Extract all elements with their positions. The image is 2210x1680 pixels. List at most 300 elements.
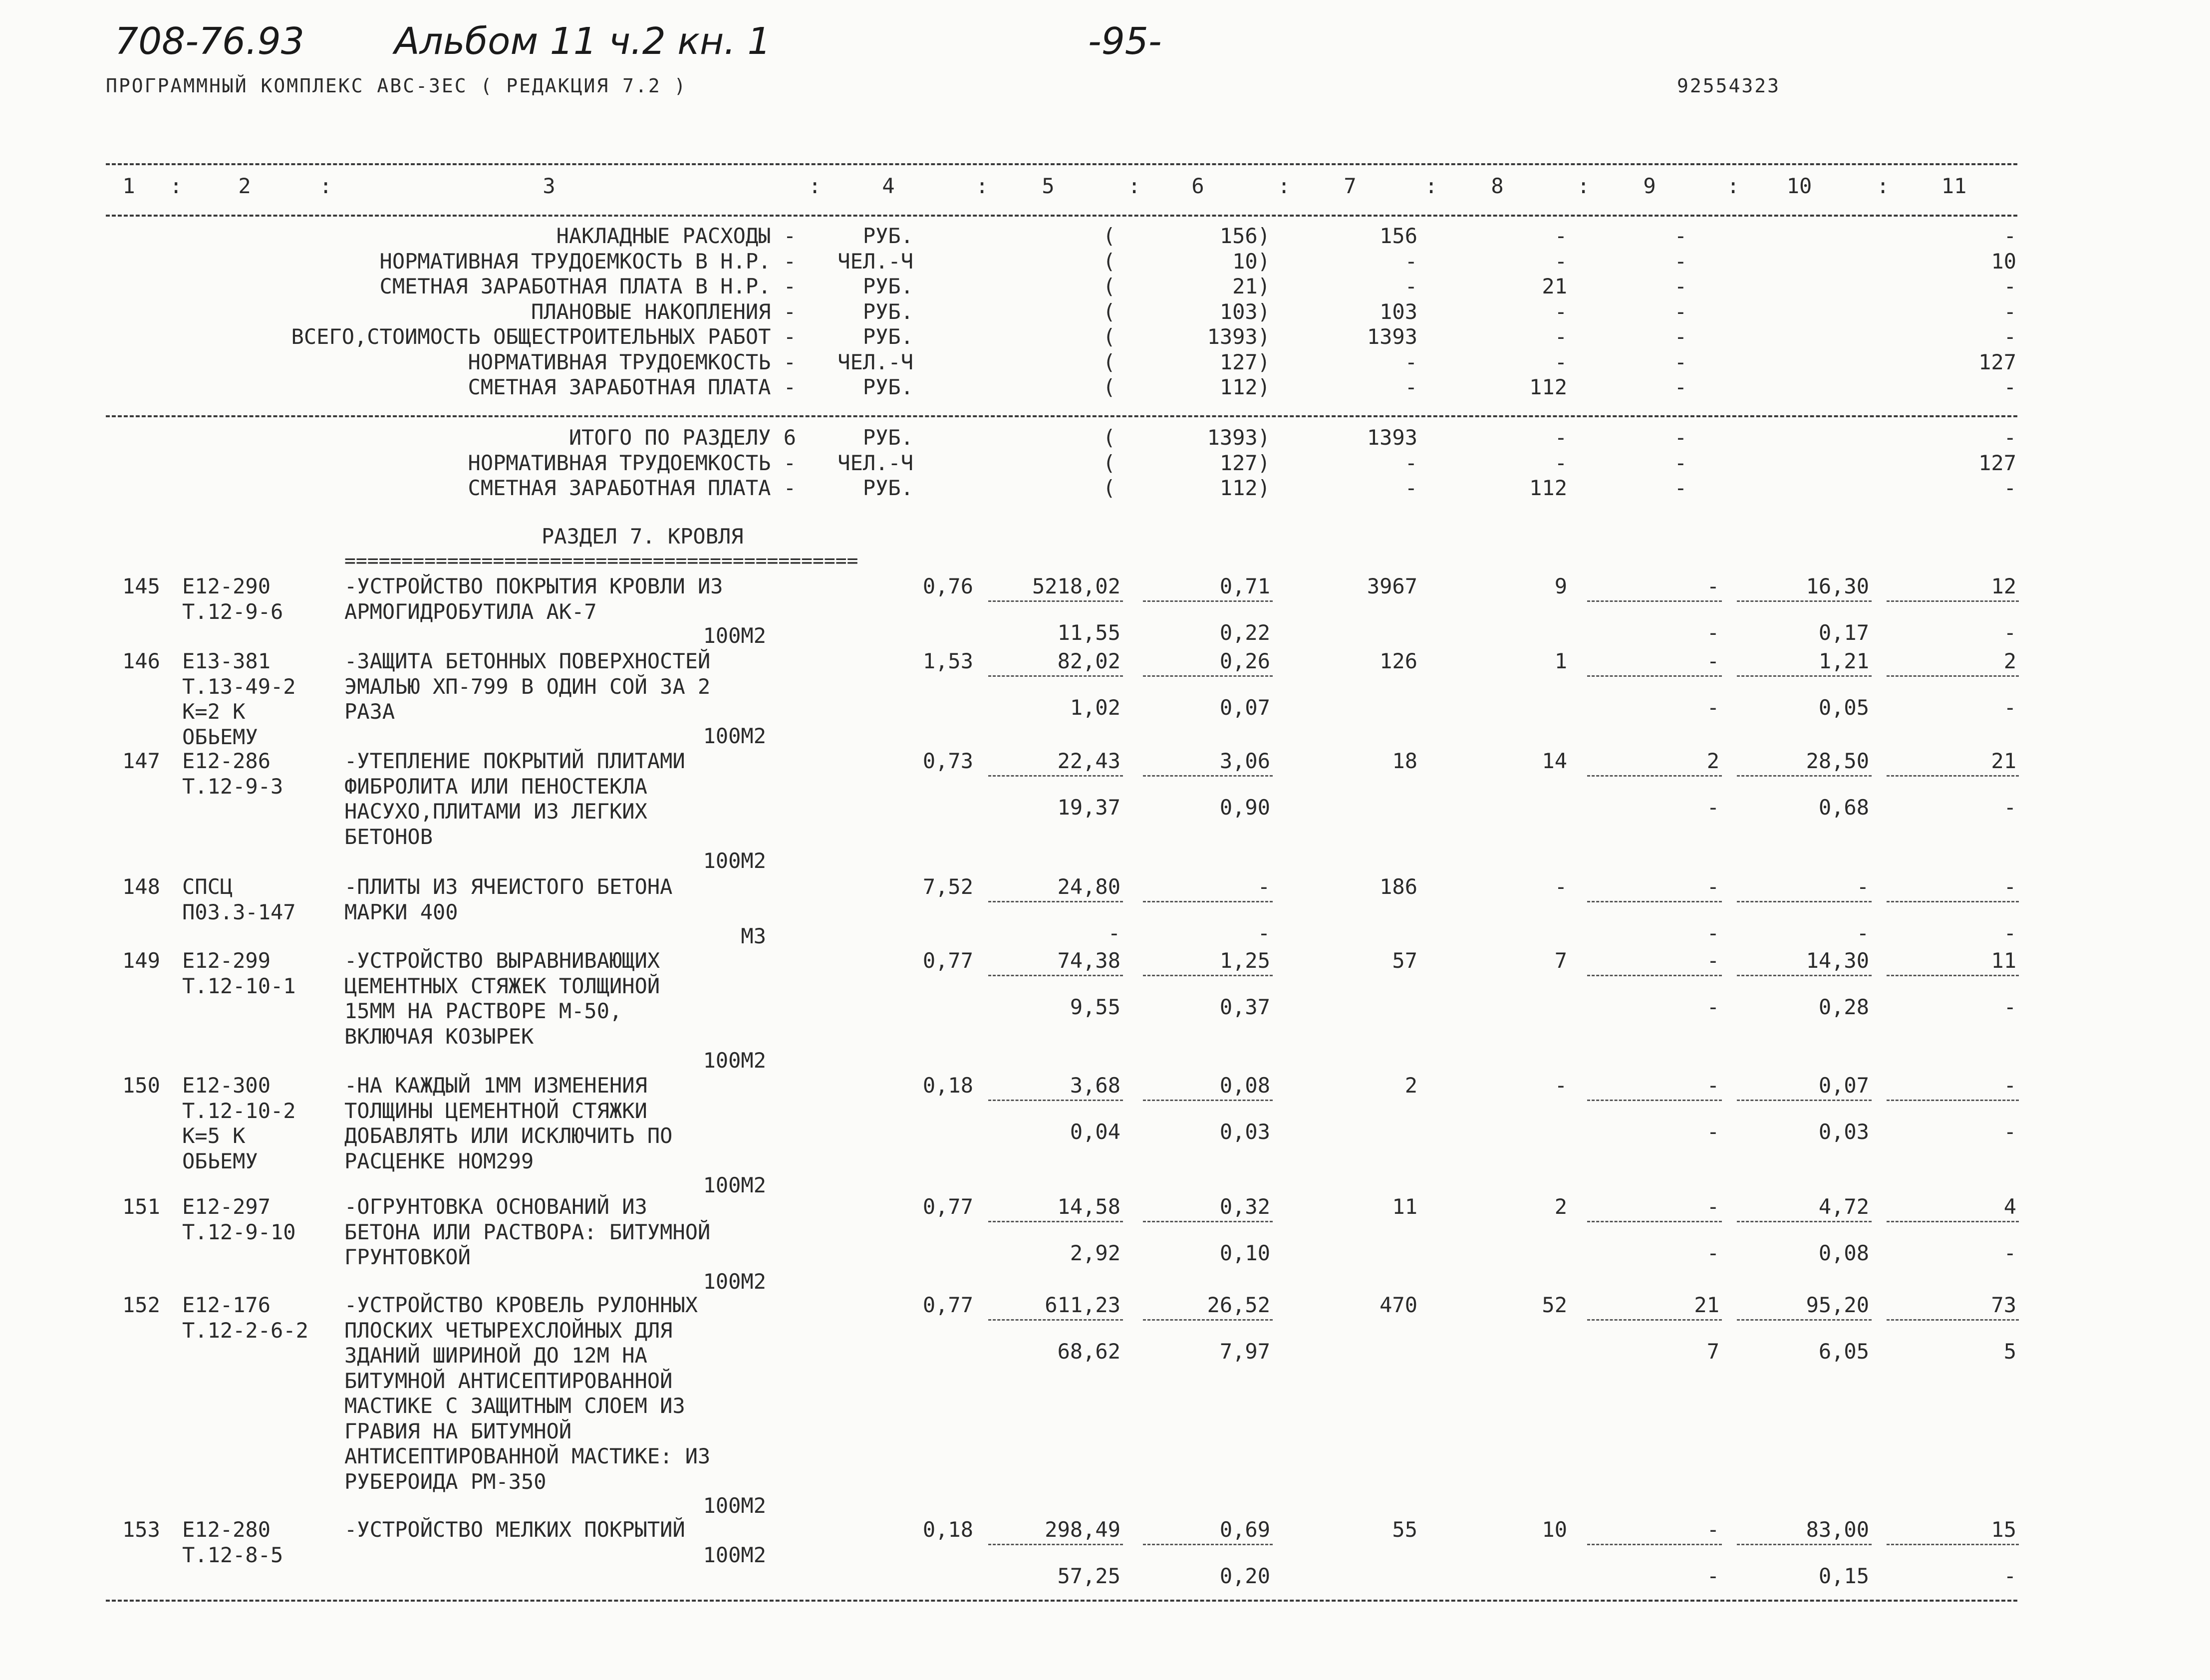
overhead-row-label: ПЛАНОВЫЕ НАКОПЛЕНИЯ - [531,299,796,324]
value-c10-salary: - [1856,921,1869,945]
norm-code: Е12-290 [182,574,271,598]
doc-code: 708-76.93 [115,20,304,63]
value-separator [1587,1319,1722,1321]
value-c11: 73 [1991,1293,2016,1317]
value-c5: 3,68 [1070,1073,1120,1098]
section-total-row-c9: - [1674,476,1687,500]
section-total-row-c8: - [1554,425,1567,450]
value-separator [1143,975,1273,976]
overhead-row-value: 21) [1232,274,1270,298]
work-description: ЦЕМЕНТНЫХ СТЯЖЕК ТОЛЩИНОЙ [344,973,660,998]
overhead-row-c9: - [1674,324,1687,349]
norm-code: П03.3-147 [182,899,296,924]
value-c4: 0,77 [922,1293,973,1317]
work-description: БЕТОНА ИЛИ РАСТВОРА: БИТУМНОЙ [344,1219,711,1244]
unit-measure: 100М2 [703,1493,766,1518]
overhead-row-unit: ЧЕЛ.-Ч [837,249,913,274]
value-separator [988,975,1123,976]
norm-code: Е12-299 [182,948,271,973]
value-c6-salary: 0,07 [1219,695,1270,720]
work-description: -УСТРОЙСТВО ПОКРЫТИЯ КРОВЛИ ИЗ [344,574,723,598]
overhead-row-c11: - [2003,274,2016,298]
column-separator: : [809,174,822,198]
value-c5-salary: 1,02 [1070,695,1120,720]
value-separator [988,775,1123,777]
work-description: -ЗАЩИТА БЕТОННЫХ ПОВЕРХНОСТЕЙ [344,649,711,673]
work-description: ДОБАВЛЯТЬ ИЛИ ИСКЛЮЧИТЬ ПО [344,1123,673,1148]
overhead-row-c8: - [1554,299,1567,324]
column-header: 7 [1344,174,1357,198]
overhead-row-label: СМЕТНАЯ ЗАРАБОТНАЯ ПЛАТА В Н.Р. - [379,274,796,298]
value-c11: 4 [2003,1194,2016,1219]
value-separator [1887,775,2019,777]
value-c7: 126 [1380,649,1417,673]
overhead-row-value: 156) [1219,224,1270,248]
norm-code: Т.12-8-5 [182,1542,283,1567]
entry-number: 149 [122,948,160,973]
value-c11: 2 [2003,649,2016,673]
section-total-row-open-paren: ( [1103,450,1115,475]
value-c9: - [1706,574,1719,598]
work-description: РУБЕРОИДА РМ-350 [344,1469,547,1494]
column-separator: : [319,174,332,198]
value-c11-salary: - [2003,921,2016,945]
column-separator: : [976,174,989,198]
value-c4: 0,76 [922,574,973,598]
value-separator [988,1319,1123,1321]
value-separator [1587,1100,1722,1101]
entry-number: 153 [122,1517,160,1542]
value-c5: 298,49 [1045,1517,1120,1542]
value-separator [988,675,1123,677]
value-c10-salary: 0,15 [1818,1564,1869,1588]
value-c5: 24,80 [1057,874,1120,899]
value-c11-salary: - [2003,620,2016,645]
overhead-row-c7: 1393 [1367,324,1417,349]
value-c10-salary: 6,05 [1818,1339,1869,1364]
section-total-row-unit: РУБ. [862,425,913,450]
value-c10: 28,50 [1806,749,1869,773]
value-c5-salary: 0,04 [1070,1120,1120,1144]
column-separator: : [1278,174,1291,198]
value-c9-salary: 7 [1706,1339,1719,1364]
unit-measure: 100М2 [703,723,766,748]
value-c5: 5218,02 [1032,574,1120,598]
value-separator [988,600,1123,602]
program-title: ПРОГРАММНЫЙ КОМПЛЕКС АВС-3ЕС ( РЕДАКЦИЯ 7.2 ) [106,75,687,97]
value-separator [1887,675,2019,677]
work-description: ГРАВИЯ НА БИТУМНОЙ [344,1418,572,1443]
value-c6: 0,08 [1219,1073,1270,1098]
value-c11: - [2003,874,2016,899]
value-c10: - [1856,874,1869,899]
value-c10-salary: 0,08 [1818,1241,1869,1265]
overhead-row-c9: - [1674,224,1687,248]
value-c9-salary: - [1706,995,1719,1019]
work-description: РАЗА [344,699,395,724]
norm-code: Е13-381 [182,649,271,673]
section-total-row-c7: 1393 [1367,425,1417,450]
value-c4: 0,18 [922,1073,973,1098]
value-c5: 14,58 [1057,1194,1120,1219]
overhead-row-unit: РУБ. [862,274,913,298]
section-total-row-unit: РУБ. [862,476,913,500]
value-c11-salary: - [2003,1564,2016,1588]
entry-number: 152 [122,1293,160,1317]
value-c7: 2 [1404,1073,1417,1098]
work-description: МАСТИКЕ С ЗАЩИТНЫМ СЛОЕМ ИЗ [344,1394,685,1418]
overhead-row-open-paren: ( [1103,375,1115,399]
norm-code: Т.12-2-6-2 [182,1318,308,1343]
overhead-row-c8: - [1554,249,1567,274]
value-c7: 18 [1392,749,1417,773]
norm-code: Е12-286 [182,749,271,773]
value-c6-salary: 0,37 [1219,995,1270,1019]
column-separator: : [1425,174,1438,198]
value-c6: 26,52 [1207,1293,1270,1317]
value-c4: 7,52 [922,874,973,899]
value-c6-salary: - [1257,921,1270,945]
section-total-row-c9: - [1674,425,1687,450]
value-c9-salary: - [1706,695,1719,720]
value-c5-salary: 57,25 [1057,1564,1120,1588]
overhead-row-c9: - [1674,249,1687,274]
value-c11: 15 [1991,1517,2016,1542]
overhead-row-c8: 112 [1529,375,1567,399]
norm-code: ОБЬЕМУ [182,724,258,749]
value-separator [1737,1544,1872,1545]
work-description: -НА КАЖДЫЙ 1ММ ИЗМЕНЕНИЯ [344,1073,647,1098]
column-header: 11 [1941,174,1967,198]
section-total-row-c9: - [1674,450,1687,475]
value-c11-salary: - [2003,1120,2016,1144]
section-total-row-open-paren: ( [1103,425,1115,450]
value-c8: - [1554,874,1567,899]
overhead-row-label: СМЕТНАЯ ЗАРАБОТНАЯ ПЛАТА - [468,375,796,399]
value-c9: - [1706,1517,1719,1542]
value-c9-salary: - [1706,795,1719,820]
overhead-row-label: НОРМАТИВНАЯ ТРУДОЕМКОСТЬ - [468,349,796,374]
overhead-row-open-paren: ( [1103,299,1115,324]
value-separator [1587,975,1722,976]
overhead-row-c11: - [2003,224,2016,248]
work-description: АРМОГИДРОБУТИЛА АК-7 [344,599,597,624]
unit-measure: 100М2 [703,1269,766,1294]
work-description: ЭМАЛЬЮ ХП-799 В ОДИН СОЙ ЗА 2 [344,674,711,699]
value-c11: - [2003,1073,2016,1098]
column-separator: : [1577,174,1590,198]
work-description: НАСУХО,ПЛИТАМИ ИЗ ЛЕГКИХ [344,799,647,824]
entry-number: 148 [122,874,160,899]
value-c10: 0,07 [1818,1073,1869,1098]
value-c6: 3,06 [1219,749,1270,773]
value-separator [1143,600,1273,602]
work-description: БЕТОНОВ [344,824,433,849]
value-c10: 16,30 [1806,574,1869,598]
page-number: -95- [1088,20,1162,63]
value-separator [1587,1221,1722,1222]
overhead-row-c8: - [1554,349,1567,374]
table-top-rule [106,163,2017,165]
work-description: БИТУМНОЙ АНТИСЕПТИРОВАННОЙ [344,1368,673,1393]
section-total-row-label: СМЕТНАЯ ЗАРАБОТНАЯ ПЛАТА - [468,476,796,500]
norm-code: Т.12-10-2 [182,1098,296,1123]
value-separator [1737,1319,1872,1321]
norm-code: К=5 К [182,1123,246,1148]
value-c11-salary: 5 [2003,1339,2016,1364]
overhead-row-c9: - [1674,274,1687,298]
value-separator [1887,1319,2019,1321]
value-separator [988,1544,1123,1545]
section-total-row-unit: ЧЕЛ.-Ч [837,450,913,475]
overhead-row-c8: - [1554,224,1567,248]
norm-code: ОБЬЕМУ [182,1148,258,1173]
overhead-row-unit: ЧЕЛ.-Ч [837,349,913,374]
value-separator [1887,1221,2019,1222]
overhead-row-c7: - [1404,349,1417,374]
value-c11-salary: - [2003,795,2016,820]
unit-measure: 100М2 [703,1542,766,1567]
value-separator [1737,675,1872,677]
value-separator [1587,775,1722,777]
norm-code: Е12-280 [182,1517,271,1542]
overhead-row-c11: 10 [1991,249,2016,274]
value-c9-salary: - [1706,1564,1719,1588]
value-c4: 0,77 [922,1194,973,1219]
overhead-row-open-paren: ( [1103,324,1115,349]
entry-number: 146 [122,649,160,673]
section-total-row-label: ИТОГО ПО РАЗДЕЛУ 6 [568,425,796,450]
value-c6-salary: 0,90 [1219,795,1270,820]
value-c6: 0,69 [1219,1517,1270,1542]
value-c8: 7 [1554,948,1567,973]
value-separator [1587,1544,1722,1545]
value-c6: 0,71 [1219,574,1270,598]
value-c5: 611,23 [1045,1293,1120,1317]
value-c6-salary: 7,97 [1219,1339,1270,1364]
value-separator [1887,1544,2019,1545]
overhead-row-value: 1393) [1207,324,1270,349]
document-id: 92554323 [1677,75,1781,97]
value-separator [1737,975,1872,976]
value-separator [1887,975,2019,976]
value-c4: 1,53 [922,649,973,673]
value-separator [988,1221,1123,1222]
overhead-row-c8: - [1554,324,1567,349]
column-separator: : [1877,174,1890,198]
section-total-row-value: 1393) [1207,425,1270,450]
value-c10: 1,21 [1818,649,1869,673]
value-c6: - [1257,874,1270,899]
value-c6: 0,32 [1219,1194,1270,1219]
entry-number: 147 [122,749,160,773]
unit-measure: 100М2 [703,848,766,873]
value-c6-salary: 0,22 [1219,620,1270,645]
overhead-row-value: 112) [1219,375,1270,399]
unit-measure: 100М2 [703,1173,766,1197]
work-description: -ОГРУНТОВКА ОСНОВАНИЙ ИЗ [344,1194,647,1219]
value-c9: - [1706,649,1719,673]
overhead-row-value: 103) [1219,299,1270,324]
work-description: РАСЦЕНКЕ НОМ299 [344,1148,534,1173]
value-c10: 14,30 [1806,948,1869,973]
section-total-row-value: 112) [1219,476,1270,500]
value-separator [1143,675,1273,677]
overhead-row-unit: РУБ. [862,324,913,349]
value-c7: 57 [1392,948,1417,973]
value-separator [1887,600,2019,602]
column-header: 2 [238,174,251,198]
value-c6: 0,26 [1219,649,1270,673]
value-c8: 1 [1554,649,1567,673]
section-total-row-c7: - [1404,476,1417,500]
value-c6-salary: 0,03 [1219,1120,1270,1144]
overhead-row-value: 10) [1232,249,1270,274]
value-c9: - [1706,874,1719,899]
overhead-row-unit: РУБ. [862,299,913,324]
entry-number: 145 [122,574,160,598]
norm-code: Т.12-9-3 [182,774,283,799]
overhead-row-c9: - [1674,375,1687,399]
section-total-row-c7: - [1404,450,1417,475]
section-total-row-c11: - [2003,425,2016,450]
value-c10: 83,00 [1806,1517,1869,1542]
norm-code: К=2 К [182,699,246,724]
work-description: ФИБРОЛИТА ИЛИ ПЕНОСТЕКЛА [344,774,647,799]
value-c5-salary: 11,55 [1057,620,1120,645]
value-c7: 470 [1380,1293,1417,1317]
value-c6-salary: 0,20 [1219,1564,1270,1588]
unit-measure: 100М2 [703,623,766,648]
section-total-row-c8: 112 [1529,476,1567,500]
table-bottom-rule [106,1600,2017,1602]
value-separator [1737,901,1872,902]
norm-code: Т.13-49-2 [182,674,296,699]
value-c10: 4,72 [1818,1194,1869,1219]
norm-code: СПСЦ [182,874,233,899]
column-header: 1 [122,174,135,198]
overhead-row-c7: - [1404,274,1417,298]
table-header-rule [106,215,2017,217]
value-c9: 21 [1694,1293,1719,1317]
value-c5-salary: 19,37 [1057,795,1120,820]
value-c9: - [1706,1194,1719,1219]
overhead-row-open-paren: ( [1103,224,1115,248]
section-title-underline: ============================================= [344,550,858,571]
value-c9-salary: - [1706,620,1719,645]
value-c7: 55 [1392,1517,1417,1542]
value-separator [1887,1100,2019,1101]
value-c9-salary: - [1706,1241,1719,1265]
work-description: 15ММ НА РАСТВОРЕ М-50, [344,999,622,1023]
work-description: ПЛОСКИХ ЧЕТЫРЕХСЛОЙНЫХ ДЛЯ [344,1318,673,1343]
value-c10-salary: 0,17 [1818,620,1869,645]
value-c8: 14 [1542,749,1567,773]
value-separator [1737,600,1872,602]
overhead-row-c7: 156 [1380,224,1417,248]
overhead-row-value: 127) [1219,349,1270,374]
overhead-row-label: НАКЛАДНЫЕ РАСХОДЫ - [556,224,796,248]
overhead-row-c7: - [1404,249,1417,274]
value-separator [1143,901,1273,902]
value-c11: 12 [1991,574,2016,598]
norm-code: Е12-176 [182,1293,271,1317]
work-description: ВКЛЮЧАЯ КОЗЫРЕК [344,1024,534,1049]
work-description: -ПЛИТЫ ИЗ ЯЧЕИСТОГО БЕТОНА [344,874,673,899]
value-c8: - [1554,1073,1567,1098]
value-c9: - [1706,948,1719,973]
overhead-row-c8: 21 [1542,274,1567,298]
overhead-row-unit: РУБ. [862,375,913,399]
value-c11-salary: - [2003,1241,2016,1265]
value-separator [1587,901,1722,902]
work-description: -УТЕПЛЕНИЕ ПОКРЫТИЙ ПЛИТАМИ [344,749,685,773]
column-separator: : [170,174,183,198]
work-description: ЗДАНИЙ ШИРИНОЙ ДО 12М НА [344,1343,647,1368]
value-c8: 9 [1554,574,1567,598]
value-separator [1587,675,1722,677]
work-description: -УСТРОЙСТВО КРОВЕЛЬ РУЛОННЫХ [344,1293,698,1317]
value-c8: 2 [1554,1194,1567,1219]
value-c5-salary: 2,92 [1070,1241,1120,1265]
value-c5: 22,43 [1057,749,1120,773]
overhead-row-c7: - [1404,375,1417,399]
section-totals-rule [106,415,2017,417]
value-separator [1143,1544,1273,1545]
value-c10-salary: 0,68 [1818,795,1869,820]
entry-number: 151 [122,1194,160,1219]
value-separator [1887,901,2019,902]
value-c10-salary: 0,28 [1818,995,1869,1019]
norm-code: Е12-297 [182,1194,271,1219]
value-separator [988,1100,1123,1101]
value-c9-salary: - [1706,921,1719,945]
work-description: ТОЛЩИНЫ ЦЕМЕНТНОЙ СТЯЖКИ [344,1098,647,1123]
section-total-row-value: 127) [1219,450,1270,475]
entry-number: 150 [122,1073,160,1098]
value-c10-salary: 0,05 [1818,695,1869,720]
overhead-row-open-paren: ( [1103,274,1115,298]
value-c7: 186 [1380,874,1417,899]
value-separator [1737,775,1872,777]
value-c11-salary: - [2003,995,2016,1019]
value-separator [1143,1319,1273,1321]
overhead-row-unit: РУБ. [862,224,913,248]
column-header: 10 [1786,174,1812,198]
work-description: -УСТРОЙСТВО МЕЛКИХ ПОКРЫТИЙ [344,1517,685,1542]
value-c11: 21 [1991,749,2016,773]
value-c10-salary: 0,03 [1818,1120,1869,1144]
value-c5: 82,02 [1057,649,1120,673]
value-separator [1143,1100,1273,1101]
value-c5-salary: 9,55 [1070,995,1120,1019]
value-c8: 52 [1542,1293,1567,1317]
overhead-row-label: ВСЕГО,СТОИМОСТЬ ОБЩЕСТРОИТЕЛЬНЫХ РАБОТ - [291,324,796,349]
value-c6-salary: 0,10 [1219,1241,1270,1265]
column-header: 6 [1191,174,1204,198]
column-header: 5 [1042,174,1055,198]
overhead-row-c7: 103 [1380,299,1417,324]
work-description: ГРУНТОВКОЙ [344,1245,471,1269]
overhead-row-label: НОРМАТИВНАЯ ТРУДОЕМКОСТЬ В Н.Р. - [379,249,796,274]
work-description: АНТИСЕПТИРОВАННОЙ МАСТИКЕ: ИЗ [344,1444,711,1468]
value-c4: 0,77 [922,948,973,973]
column-header: 8 [1491,174,1504,198]
norm-code: Т.12-9-10 [182,1219,296,1244]
overhead-row-c11: - [2003,299,2016,324]
overhead-row-open-paren: ( [1103,249,1115,274]
value-c4: 0,73 [922,749,973,773]
